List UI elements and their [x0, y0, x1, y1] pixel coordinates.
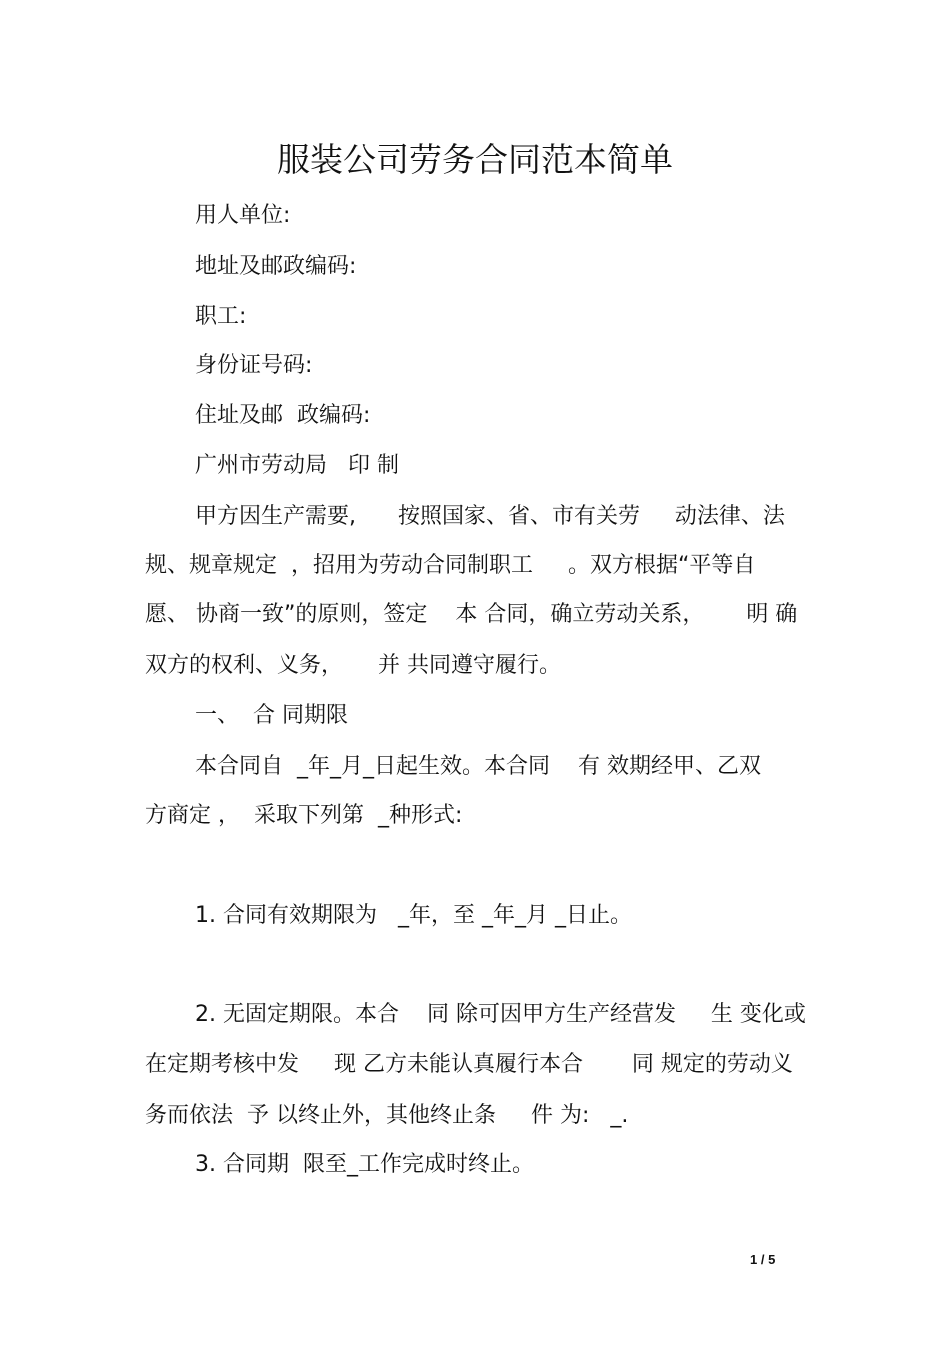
field-id-number: 身份证号码:: [195, 353, 313, 378]
preamble-line: 规、规章规定 ，招用为劳动合同制职工 。双方根据“平等自: [145, 553, 756, 578]
issuer-line: 广州市劳动局 印 制: [195, 453, 399, 478]
field-residence-postcode: 住址及邮 政编码:: [195, 403, 371, 428]
preamble-line: 双方的权利、义务， 并 共同遵守履行。: [145, 653, 561, 678]
term-item-2-line: 2. 无固定期限。本合 同 除可因甲方生产经营发 生 变化或: [195, 1002, 806, 1027]
page-number: 1 / 5: [750, 1252, 776, 1267]
field-employer: 用人单位:: [195, 203, 291, 228]
section-heading: 一、 合 同期限: [195, 703, 348, 728]
preamble-line: 愿、 协商一致”的原则，签定 本 合同，确立劳动关系， 明 确: [145, 602, 798, 627]
term-item-1: 1. 合同有效期限为 _年，至 _年_月 _日止。: [195, 903, 632, 928]
term-item-3: 3. 合同期 限至_工作完成时终止。: [195, 1152, 534, 1177]
preamble-line: 甲方因生产需要, 按照国家、省、市有关劳 动法律、法: [195, 504, 785, 529]
field-employee: 职工:: [195, 304, 247, 329]
document-title: 服装公司劳务合同范本简单: [277, 140, 673, 179]
section-intro-line: 方商定 ， 采取下列第 _种形式:: [145, 803, 463, 828]
term-item-2-line: 在定期考核中发 现 乙方未能认真履行本合 同 规定的劳动义: [145, 1052, 793, 1077]
section-intro-line: 本合同自 _年_月_日起生效。本合同 有 效期经甲、乙双: [195, 754, 761, 779]
field-address-postcode: 地址及邮政编码:: [195, 254, 357, 279]
term-item-2-line: 务而依法 予 以终止外，其他终止条 件 为: _.: [145, 1103, 629, 1128]
